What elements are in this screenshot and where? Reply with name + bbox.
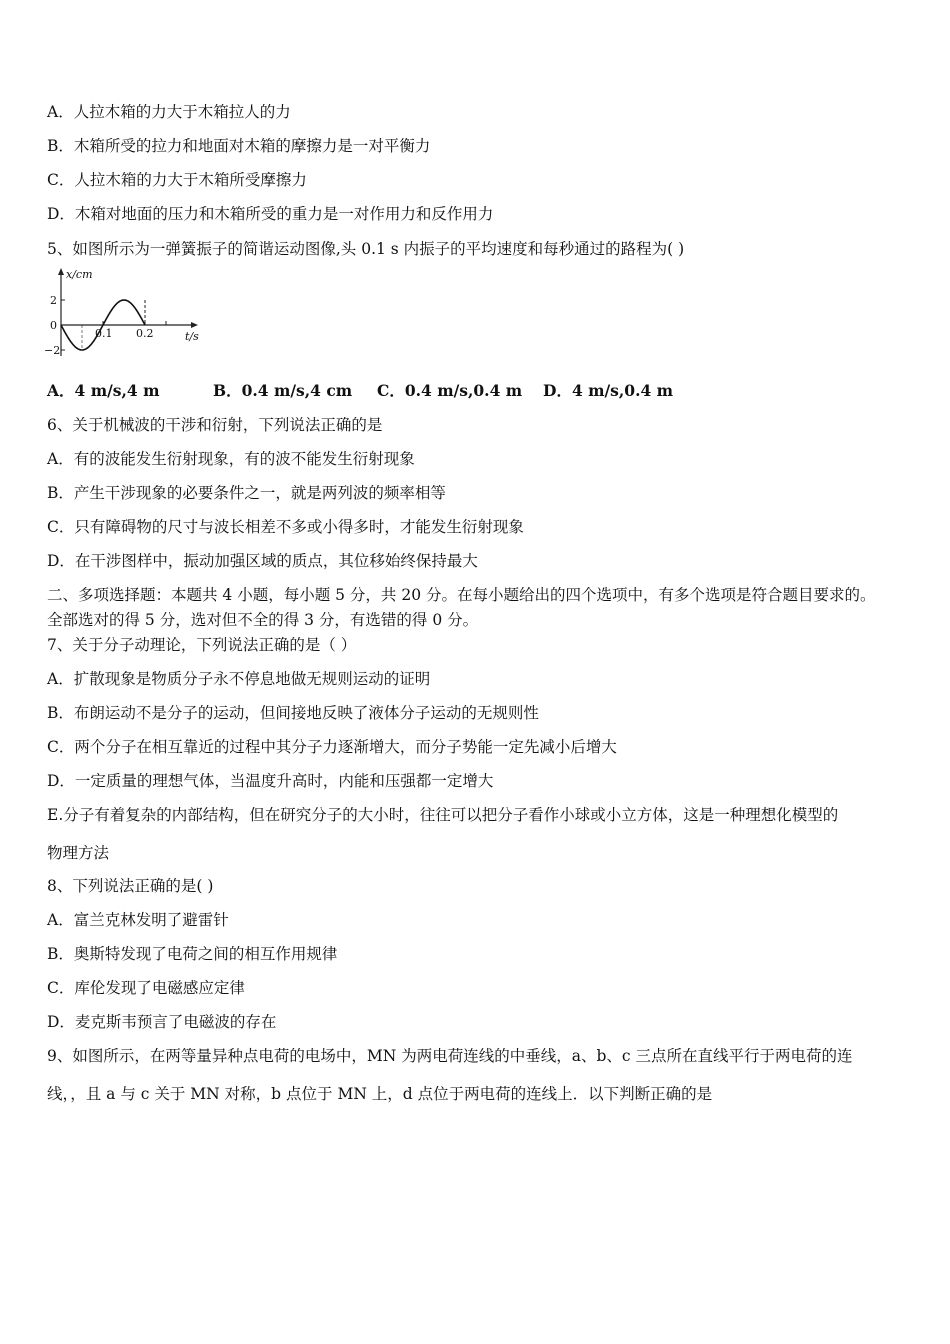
y-tick-label-neg: −2 <box>44 344 61 357</box>
x-axis-label: t/s <box>185 330 199 343</box>
q5-stem: 5、如图所示为一弹簧振子的简谐运动图像,头 0.1 s 内振子的平均速度和每秒通过的路程为( ) <box>47 240 685 258</box>
q5-option-a: A．4 m/s,4 m <box>47 381 160 400</box>
q6-option-d: D．在干涉图样中，振动加强区域的质点，其位移始终保持最大 <box>47 552 478 570</box>
x-tick-label-2: 0.2 <box>136 327 154 340</box>
q7-stem: 7、关于分子动理论，下列说法正确的是（ ） <box>47 636 357 654</box>
y-axis-label: x/cm <box>66 268 93 281</box>
y-tick-label-zero: 0 <box>50 319 57 332</box>
q7-option-b: B．布朗运动不是分子的运动，但间接地反映了液体分子运动的无规则性 <box>47 704 539 722</box>
q7-option-c: C．两个分子在相互靠近的过程中其分子力逐渐增大，而分子势能一定先减小后增大 <box>47 738 617 756</box>
q4-option-a: A．人拉木箱的力大于木箱拉人的力 <box>47 103 291 121</box>
q5-option-c: C．0.4 m/s,0.4 m <box>377 381 523 400</box>
q6-option-c: C．只有障碍物的尺寸与波长相差不多或小得多时，才能发生衍射现象 <box>47 518 524 536</box>
q9-stem-line2: 线，，且 a 与 c 关于 MN 对称，b 点位于 MN 上，d 点位于两电荷的连线上．以下判断正确的是 <box>47 1085 713 1103</box>
q7-option-d: D．一定质量的理想气体，当温度升高时，内能和压强都一定增大 <box>47 772 494 790</box>
q9-stem-line1: 9、如图所示，在两等量异种点电荷的电场中，MN 为两电荷连线的中垂线，a、b、c 三点所在直线平行于两电荷的连 <box>47 1047 853 1065</box>
shm-graph <box>44 266 214 358</box>
q4-option-d: D．木箱对地面的压力和木箱所受的重力是一对作用力和反作用力 <box>47 205 494 223</box>
y-tick-label-pos: 2 <box>50 294 57 307</box>
q6-stem: 6、关于机械波的干涉和衍射，下列说法正确的是 <box>47 416 383 434</box>
q7-option-e-line2: 物理方法 <box>47 844 110 862</box>
q7-option-a: A．扩散现象是物质分子永不停息地做无规则运动的证明 <box>47 670 431 688</box>
x-axis-arrow-icon <box>191 322 198 328</box>
q8-option-a: A．富兰克林发明了避雷针 <box>47 911 229 929</box>
q8-stem: 8、下列说法正确的是( ) <box>47 877 214 895</box>
q6-option-b: B．产生干涉现象的必要条件之一，就是两列波的频率相等 <box>47 484 446 502</box>
section2-heading-line1: 二、多项选择题：本题共 4 小题，每小题 5 分，共 20 分。在每小题给出的四个选项中，有多个选项是符合题目要求的。 <box>47 586 876 604</box>
q4-option-c: C．人拉木箱的力大于木箱所受摩擦力 <box>47 171 307 189</box>
q8-option-b: B．奥斯特发现了电荷之间的相互作用规律 <box>47 945 338 963</box>
q6-option-a: A．有的波能发生衍射现象，有的波不能发生衍射现象 <box>47 450 415 468</box>
section2-heading-line2: 全部选对的得 5 分，选对但不全的得 3 分，有选错的得 0 分。 <box>47 611 479 629</box>
x-tick-label-1: 0.1 <box>95 327 113 340</box>
y-axis-arrow-icon <box>58 268 64 275</box>
q8-option-d: D．麦克斯韦预言了电磁波的存在 <box>47 1013 277 1031</box>
q8-option-c: C．库伦发现了电磁感应定律 <box>47 979 245 997</box>
q7-option-e-line1: E.分子有着复杂的内部结构，但在研究分子的大小时，往往可以把分子看作小球或小立方体，这是一种理想化模型的 <box>47 806 839 824</box>
q4-option-b: B．木箱所受的拉力和地面对木箱的摩擦力是一对平衡力 <box>47 137 431 155</box>
q5-option-d: D．4 m/s,0.4 m <box>543 381 674 400</box>
q5-option-b: B．0.4 m/s,4 cm <box>213 381 353 400</box>
